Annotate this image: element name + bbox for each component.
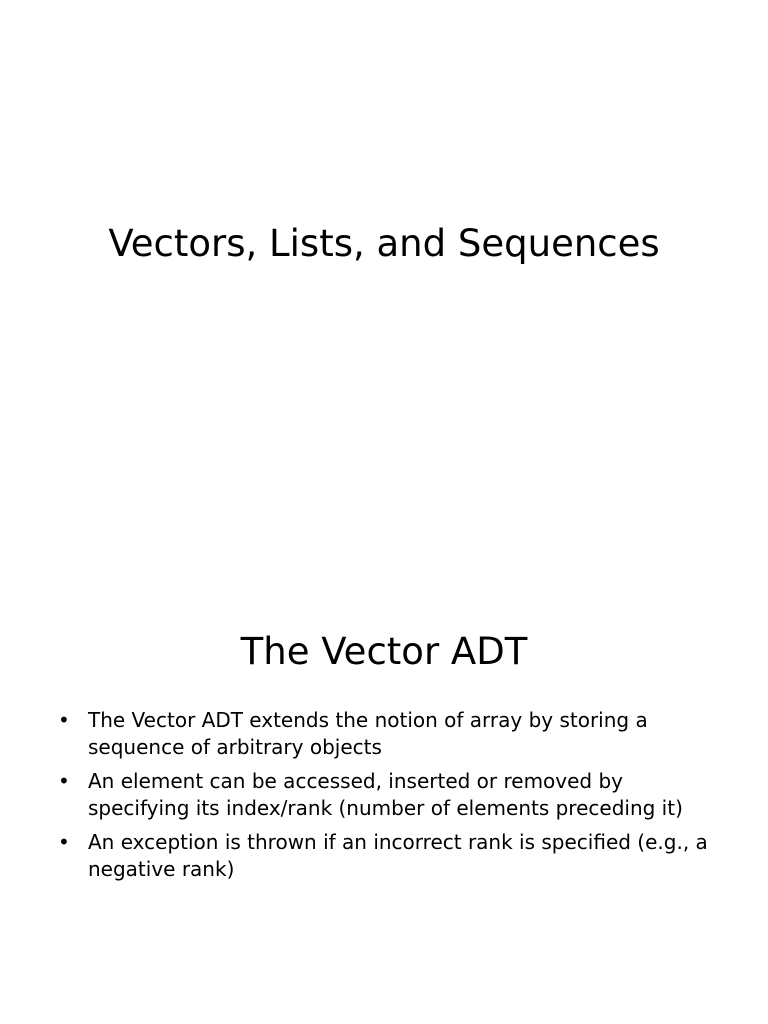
slide-1-title: Vectors, Lists, and Sequences [108,222,660,265]
bullet-item [58,768,728,822]
bullet-text: The Vector ADT extends the notion of array by storing a sequence of arbitrary objects [88,708,648,759]
bullet-text: An exception is thrown if an incorrect rank is specified (e.g., a negative rank) [88,830,708,881]
bullet-icon: • [58,769,70,793]
slide-2-title: The Vector ADT [240,630,528,673]
bullet-list [58,707,728,890]
bullet-item [58,707,728,761]
bullet-item [58,829,728,883]
bullet-icon: • [58,708,70,732]
bullet-icon: • [58,830,70,854]
bullet-text: An element can be accessed, inserted or removed by specifying its index/rank (number of elements preceding it) [88,769,683,820]
